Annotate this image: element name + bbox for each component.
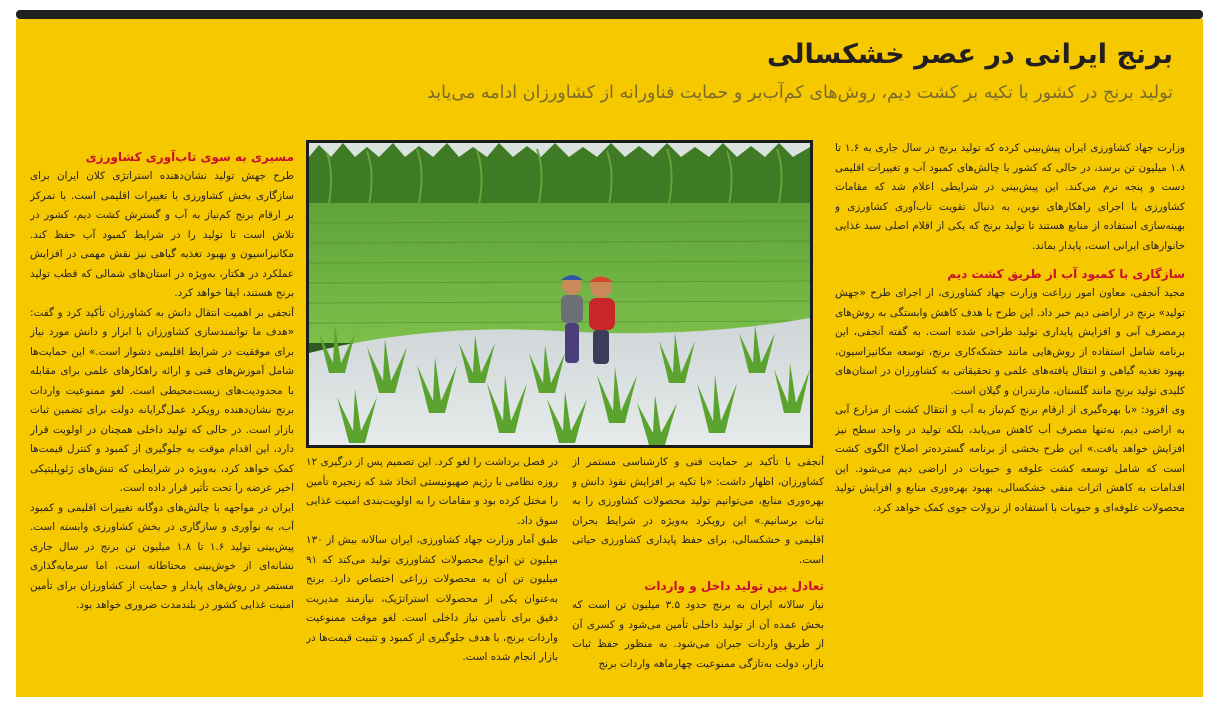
- paragraph: آنجفی با تأکید بر حمایت فنی و کارشناسی مستمر از کشاورزان، اظهار داشت: «با تکیه بر افزایش نفوذ دانش و بهره‌وری منابع، می‌توانیم تولید محصولات کشاورزی را به ثبات برسانیم.» این رویکرد به‌ویژه در شرایط بحران اقلیمی و خشکسالی، برای حفظ پایداری کشاورزی حیاتی است.: [572, 456, 824, 566]
- section-heading: تعادل بین تولید داخل و واردات: [644, 579, 824, 593]
- bottom-middle-column: [572, 453, 824, 693]
- rice-field-illustration: [309, 143, 810, 445]
- paragraph: مجید آنجفی، معاون امور زراعت وزارت جهاد کشاورزی، از اجرای طرح «جهش تولید» برنج در اراضی دیم خبر داد. این طرح با هدف کاهش وابستگی به روش‌های پرمصرف آبی و افزایش پایداری تولید طراحی شده است. به گفته آنجفی، این برنامه شامل استفاده از روش‌هایی مانند خشکه‌کاری برنج، توسعه مکانیزاسیون، بهبود تغذیه گیاهی و انتقال یافته‌های علمی و تحقیقاتی به کشاورزان در استان‌های کلیدی تولید برنج مانند گلستان، مازندران و گیلان است.: [835, 287, 1185, 397]
- paragraph: آنجفی بر اهمیت انتقال دانش به کشاورزان تأکید کرد و گفت: «هدف ما توانمندسازی کشاورزان با ابزار و دانش مورد نیاز برای موفقیت در شرایط اقلیمی دشوار است.» این حمایت‌ها شامل آموزش‌های فنی و ارائه راهکارهای علمی برای مقابله با محدودیت‌های زیست‌محیطی است. لغو ممنوعیت واردات برنج نشان‌دهنده رویکرد عمل‌گرایانه دولت برای تضمین ثبات بازار است. در حالی که تولید داخلی همچنان در اولویت قرار دارد، این اقدام موقت به جلوگیری از کمبود و کنترل قیمت‌ها کمک خواهد کرد، به‌ویژه در شرایطی که تنش‌های ژئوپلیتیکی اخیر عرضه را تحت تأثیر قرار داده است.: [30, 306, 294, 494]
- paragraph: طبق آمار وزارت جهاد کشاورزی، ایران سالانه بیش از ۱۳۰ میلیون تن انواع محصولات کشاورزی تولید می‌کند که ۹۱ میلیون تن آن به محصولات زراعی اختصاص دارد. برنج به‌عنوان یکی از محصولات استراتژیک، نیازمند مدیریت دقیق برای تأمین نیاز داخلی است. لغو موقت ممنوعیت واردات برنج، با هدف جلوگیری از کمبود و تثبیت قیمت‌ها در بازار انجام شده است.: [306, 534, 558, 663]
- paragraph: طرح جهش تولید نشان‌دهنده استراتژی کلان ایران برای سازگاری بخش کشاورزی با تغییرات اقلیمی است. با تمرکز بر ارقام برنج کم‌نیاز به آب و گسترش کشت دیم، کشور در تلاش است تا تولید را در شرایط کمبود آب حفظ کند. مکانیزاسیون و بهبود تغذیه گیاهی نیز نقش مهمی در افزایش عملکرد در هکتار، به‌ویژه در استان‌های شمالی که قطب تولید برنج هستند، ایفا خواهد کرد.: [30, 170, 294, 299]
- article-page: [16, 19, 1203, 697]
- rice-field-photo: [306, 140, 813, 448]
- right-column: [835, 139, 1185, 689]
- left-column: [30, 147, 294, 692]
- paragraph: در فصل برداشت را لغو کرد. این تصمیم پس از درگیری ۱۲ روزه نظامی با رژیم صهیونیستی اتخاذ شد که زنجیره تأمین را مختل کرده بود و مقامات را به اولویت‌بندی امنیت غذایی سوق داد.: [306, 456, 558, 527]
- paragraph: وی افزود: «با بهره‌گیری از ارقام برنج کم‌نیاز به آب و انتقال کشت از مزارع آبی به اراضی دیم، نه‌تنها مصرف آب کاهش می‌یابد، بلکه تولید در واحد سطح نیز افزایش خواهد یافت.» این طرح بخشی از برنامه گسترده‌تر اصلاح الگوی کشت است که شامل توسعه کشت علوفه و حبوبات در اراضی دیم می‌شود. این اقدامات به کاهش اثرات منفی خشکسالی، بهبود بهره‌وری منابع و افزایش تولید محصولات علوفه‌ای و حبوبات با استفاده از نزولات جوی کمک خواهد کرد.: [835, 404, 1185, 514]
- section-heading: مسیری به سوی تاب‌آوری کشاورزی: [85, 150, 294, 164]
- top-bar: [16, 10, 1203, 19]
- bottom-left-column: [306, 453, 558, 693]
- section-heading: سازگاری با کمبود آب از طریق کشت دیم: [947, 267, 1185, 281]
- paragraph: ایران در مواجهه با چالش‌های دوگانه تغییرات اقلیمی و کمبود آب، به نوآوری و سازگاری در بخش کشاورزی وابسته است. پیش‌بینی تولید ۱.۶ تا ۱.۸ میلیون تن برنج در سال جاری نشانه‌ای از خوش‌بینی محتاطانه است، اما سرمایه‌گذاری مستمر در روش‌های پایدار و حمایت از کشاورزان برای تأمین امنیت غذایی کشور در بلندمدت ضروری خواهد بود.: [30, 501, 294, 611]
- subheadline: تولید برنج در کشور با تکیه بر کشت دیم، روش‌های کم‌آب‌بر و حمایت فناورانه از کشاورزان ادامه می‌یابد: [427, 83, 1173, 103]
- paragraph: نیاز سالانه ایران به برنج حدود ۳.۵ میلیون تن است که بخش عمده آن از تولید داخلی تأمین می‌شود و کسری آن از طریق واردات جبران می‌شود. به منظور حفظ ثبات بازار، دولت به‌تازگی ممنوعیت چهارماهه واردات برنج: [572, 599, 824, 670]
- paragraph: وزارت جهاد کشاورزی ایران پیش‌بینی کرده که تولید برنج در سال جاری به ۱.۶ تا ۱.۸ میلیون تن برسد، در حالی که کشور با چالش‌های کمبود آب و تغییرات اقلیمی دست و پنجه نرم می‌کند. این پیش‌بینی در شرایطی اعلام شد که مقامات کشاورزی با اجرای راهکارهای نوین، به دنبال تقویت تاب‌آوری کشاورزی و بهینه‌سازی استفاده از منابع هستند تا تولید برنج که یکی از اقلام اصلی سبد غذایی خانوارهای ایرانی است، پایدار بماند.: [835, 142, 1185, 252]
- headline: برنج ایرانی در عصر خشکسالی: [767, 39, 1173, 70]
